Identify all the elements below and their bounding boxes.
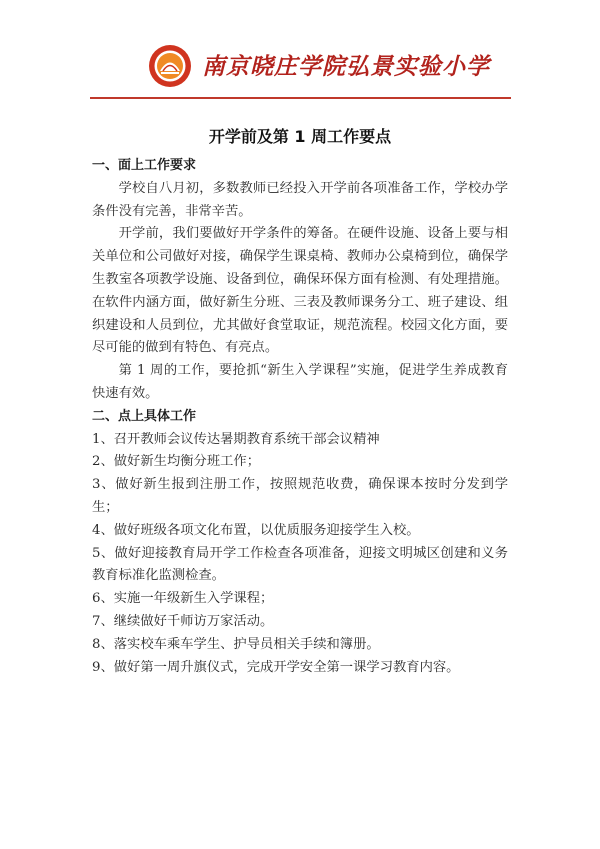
document-title: 开学前及第 1 周工作要点 — [208, 127, 392, 146]
letterhead — [90, 38, 510, 94]
paragraph: 开学前，我们要做好开学条件的筹备。在硬件设施、设备上要与相关单位和公司做好对接，确保学生课桌椅、教师办公桌椅到位，确保学生教室各项教学设施、设备到位，确保环保方面有检测、有处理措施。在软件内涵方面，做好新生分班、三表及教师课务分工、班子建设、组织建设和人员到位，尤其做好食堂取证，规范流程。校园文化方面，要尽可能的做到有特色、有亮点。 — [92, 226, 508, 356]
list-item: 8、落实校车乘车学生、护导员相关手续和簿册。 — [92, 636, 380, 652]
header-divider — [90, 97, 511, 99]
section-heading-general: 一、面上工作要求 — [92, 158, 197, 173]
list-item: 7、继续做好千师访万家活动。 — [92, 613, 274, 629]
section-heading-specific: 二、点上具体工作 — [92, 408, 197, 424]
document-body — [92, 155, 508, 679]
list-item: 4、做好班级各项文化布置，以优质服务迎接学生入校。 — [92, 522, 420, 538]
task-list — [92, 429, 508, 680]
list-item: 3、做好新生报到注册工作，按照规范收费，确保课本按时分发到学生； — [92, 477, 508, 515]
list-item: 6、实施一年级新生入学课程； — [92, 591, 274, 607]
list-item: 9、做好第一周升旗仪式，完成开学安全第一课学习教育内容。 — [92, 659, 460, 675]
list-item: 5、做好迎接教育局开学工作检查各项准备，迎接文明城区创建和义务教育标准化监测检查。 — [92, 545, 508, 584]
school-name: 南京晓庄学院弘景实验小学 — [202, 53, 490, 80]
paragraph: 学校自八月初，多数教师已经投入开学前各项准备工作，学校办学条件没有完善，非常辛苦。 — [92, 180, 508, 219]
paragraph: 第 1 周的工作，要抢抓“新生入学课程”实施，促进学生养成教育快速有效。 — [92, 363, 508, 401]
school-emblem-icon — [148, 44, 192, 88]
list-item: 2、做好新生均衡分班工作； — [92, 454, 261, 470]
list-item: 1、召开教师会议传达暑期教育系统干部会议精神 — [92, 431, 380, 447]
